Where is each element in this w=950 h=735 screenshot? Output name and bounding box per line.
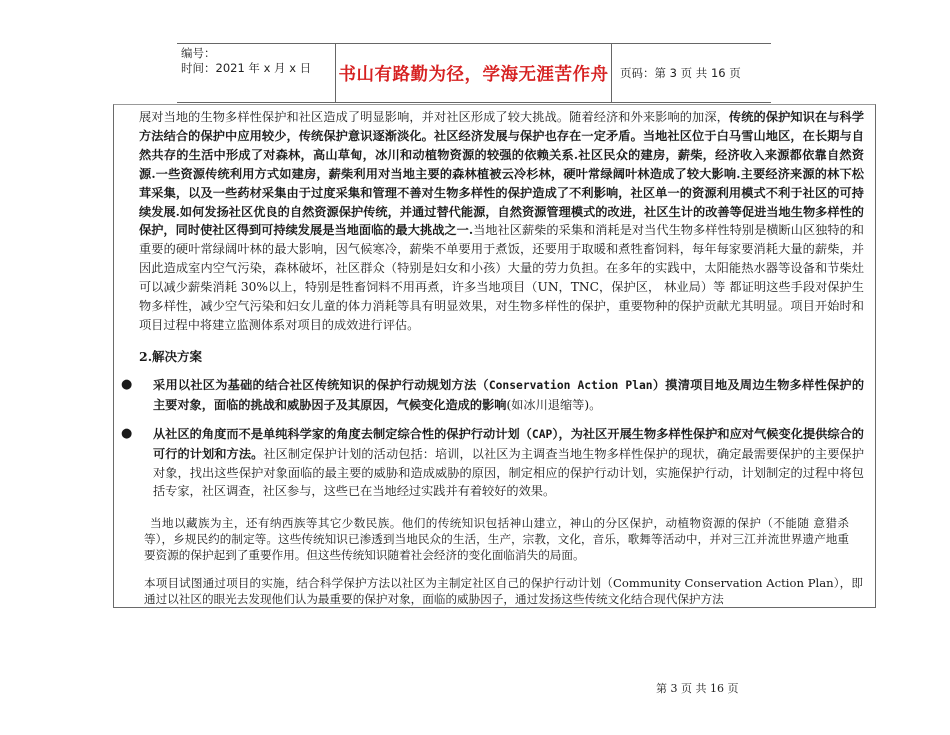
text-run-bold: Conservation Action Plan bbox=[488, 378, 653, 392]
text-run-bold: 传统的保护知识在与科学方法结合的保护中应用较少，传统保护意识逐渐淡化。社区经济发展与保护也存在一定矛盾。当地社区位于白马雪山地区，在长期与自然共存的生活中形成了对森林，高山草甸，冰川和动植物资源的较强的依赖关系.社区民众的建房，薪柴，经济收入来源都依靠自然资源.一些资源传统利用方式如建房，薪柴利用对当地主要的森林植被云冷杉林，硬叶常绿阔叶林造成了较大影响.主要经济来源的林下松茸采集，以及一些药材采集由于过度采集和管理不善对生物多样性的保护造成了不利影响，社区单一的资源利用模式不利于社区的可持续发展.如何发扬社区优良的自然资源保护传统，并通过替代能源，自然资源管理模式的改进，社区生计的改善等促进当地生物多样性的保护，同时使社区得到可持续发展是当地面临的最大挑战之一. bbox=[139, 110, 865, 238]
bullet-item bbox=[114, 376, 875, 415]
header-meta bbox=[177, 44, 336, 102]
text-run-bold: 从社区的角度而不是单纯科学家的角度去制定综合性的保护行动计划（ bbox=[153, 426, 532, 441]
footer-page-number: 第 3 页 共 16 页 bbox=[656, 682, 739, 695]
text-run: 社区制定保护计划的活动包括：培训，以社区为主调查当地生物多样性保护的现状，确定最需要保护的主要保护对象，找出这些保护对象面临的最主要的威胁和造成威胁的原因，制定相应的保护行动计划，实施保护行动，计划制定的过程中将包括专家，社区调查，社区参与，这些已在当地经过实践并有着较好的效果。 bbox=[153, 446, 865, 499]
doc-number: 编号： bbox=[181, 46, 216, 60]
text-run-bold: ）摸清项目地及周边生物多样性保护的主要对象，面临的挑战和威胁因子及其原因，气候变化造成的影响 bbox=[153, 377, 865, 412]
paragraph-project-plan: 本项目试图通过项目的实施，结合科学保护方法以社区为主制定社区自己的保护行动计划（Community Conservation Action Plan），即通过以社区的眼光去发现他们认为最重要的保护对象，面临的威胁因子，通过发扬这些传统文化结合现代保护方法 bbox=[144, 576, 863, 607]
bullet-item bbox=[114, 425, 875, 502]
text-run-bold: ），为社区开展生物多样性保护和应对气候变化提供综合的可行的计划和方法。 bbox=[153, 426, 864, 461]
text-run: 当地社区薪柴的采集和消耗是对当代生物多样性特别是横断山区独特的和重要的硬叶常绿阔叶林的最大影响，因气候寒冷，薪柴不单要用于煮饭，还要用于取暖和煮牲畜饲料，每年每家要消耗大量的薪柴，并因此造成室内空气污染，森林破坏，社区群众（特别是妇女和小孩）大量的劳力负担。在多年的实践中，太阳能热水器等设备和节柴灶可以减少薪柴消耗 30%以上，特别是牲畜饲料不用再煮，许多当地项目（UN，TNC，保护区， 林业局）等 都证明这些手段对保护生物多样性，减少空气污染和妇女儿童的体力消耗等具有明显效果，对生物多样性的保护，重要物种的保护贡献尤其明显。项目开始时和项目过程中将建立监测体系对项目的成效进行评估。 bbox=[139, 223, 864, 332]
text-run-bold: CAP bbox=[531, 427, 553, 441]
text-run-bold: 采用以社区为基础的结合社区传统知识的保护行动规划方法（ bbox=[153, 377, 489, 392]
paragraph-challenges bbox=[114, 108, 875, 335]
header-page-info: 页码：第 3 页 共 16 页 bbox=[620, 66, 741, 80]
section-title: 2.解决方案 bbox=[139, 348, 203, 364]
text-run: (如冰川退缩等)。 bbox=[506, 397, 602, 412]
bullet-icon: ● bbox=[121, 376, 133, 392]
text-run: 展对当地的生物多样性保护和社区造成了明显影响，并对社区形成了较大挑战。随着经济和外来影响的加深， bbox=[139, 110, 729, 124]
header-motto: 书山有路勤为径，学海无涯苦作舟 bbox=[336, 44, 612, 102]
doc-date: 时间：2021 年 x 月 x 日 bbox=[181, 61, 312, 75]
content-box bbox=[113, 104, 876, 608]
paragraph-traditional-knowledge: 当地以藏族为主，还有纳西族等其它少数民族。他们的传统知识包括神山建立，神山的分区保护，动植物资源的保护（不能随 意猎杀等），乡规民约的制定等。这些传统知识已渗透到当地民众的生活，生产，宗教，文化，音乐，歌舞等活动中，并对三江并流世界遗产地重要资源的保护起到了重要作用。但这些传统知识随着社会经济的变化面临消失的局面。 bbox=[144, 516, 849, 563]
page-header bbox=[177, 43, 771, 103]
bullet-icon: ● bbox=[121, 425, 133, 441]
